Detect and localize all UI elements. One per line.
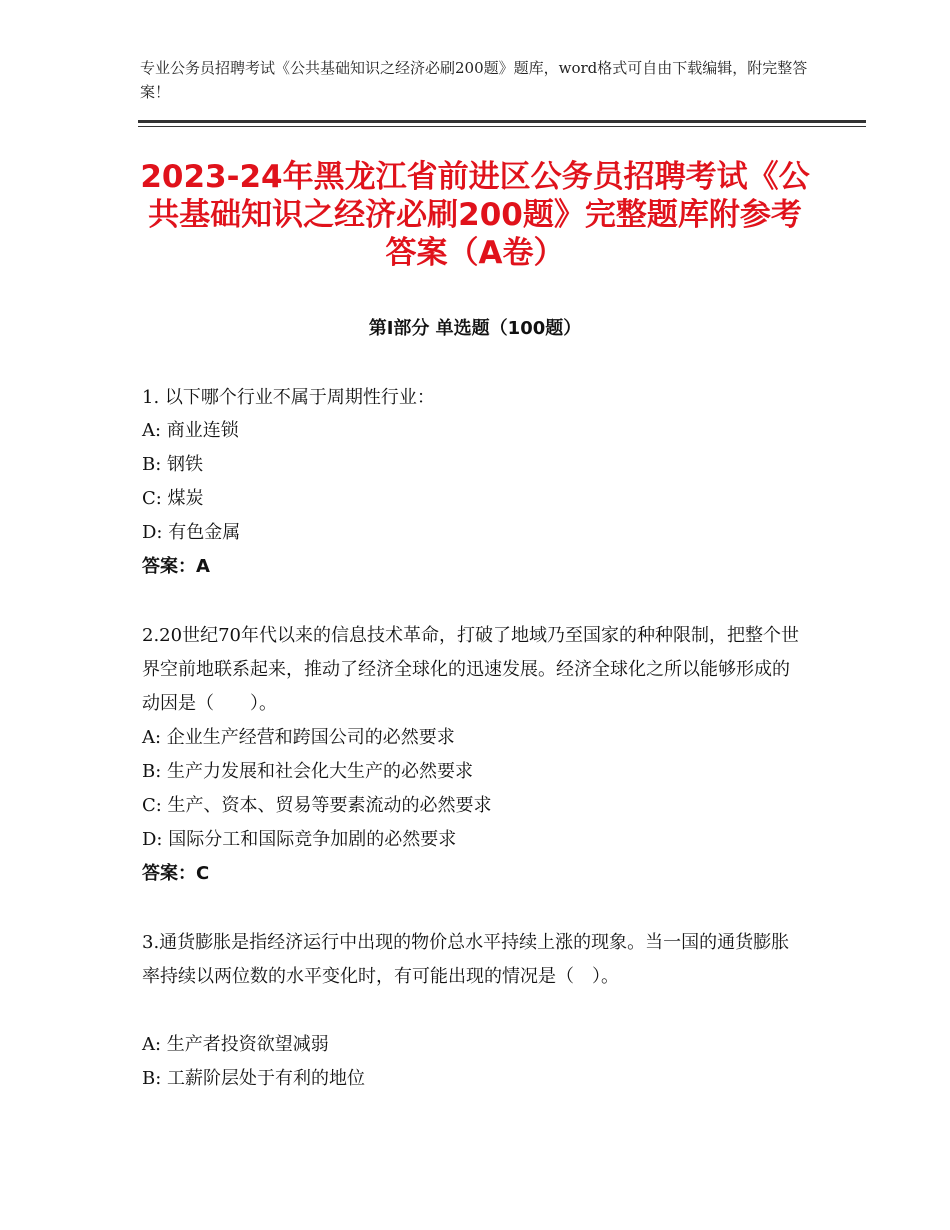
question-2-option-a: A: 企业生产经营和跨国公司的必然要求 — [142, 727, 455, 748]
document-title: 2023-24年黑龙江省前进区公务员招聘考试《公共基础知识之经济必刷200题》完整题库附参考答案（A卷） — [140, 159, 810, 271]
header-rule-thick — [138, 120, 866, 123]
question-2-option-c: C: 生产、资本、贸易等要素流动的必然要求 — [142, 795, 492, 816]
header-rule-thin — [138, 126, 866, 127]
section-heading: 第Ⅰ部分 单选题（100题） — [368, 318, 582, 339]
question-3-option-a: A: 生产者投资欲望减弱 — [142, 1034, 329, 1055]
question-3-stem: 3.通货膨胀是指经济运行中出现的物价总水平持续上涨的现象。当一国的通货膨胀率持续以两位数的水平变化时，有可能出现的情况是（ ）。 — [142, 932, 790, 987]
question-1-option-a: A: 商业连锁 — [142, 420, 239, 441]
question-3-option-b: B: 工薪阶层处于有利的地位 — [142, 1068, 366, 1089]
question-1-option-d: D: 有色金属 — [142, 522, 241, 543]
header-note: 专业公务员招聘考试《公共基础知识之经济必刷200题》题库，word格式可自由下载编辑，附完整答案！ — [140, 59, 808, 101]
question-2-option-d: D: 国际分工和国际竞争加剧的必然要求 — [142, 829, 457, 850]
question-1-option-b: B: 钢铁 — [142, 454, 204, 475]
question-2-option-b: B: 生产力发展和社会化大生产的必然要求 — [142, 761, 474, 782]
question-1-option-c: C: 煤炭 — [142, 488, 204, 509]
question-2-answer: 答案：C — [142, 863, 210, 884]
question-1-stem: 1. 以下哪个行业不属于周期性行业： — [142, 387, 435, 408]
question-1-answer: 答案：A — [142, 556, 210, 577]
question-2-stem: 2.20世纪70年代以来的信息技术革命，打破了地域乃至国家的种种限制，把整个世界空前地联系起来，推动了经济全球化的迅速发展。经济全球化之所以能够形成的动因是（ ）。 — [142, 625, 799, 714]
